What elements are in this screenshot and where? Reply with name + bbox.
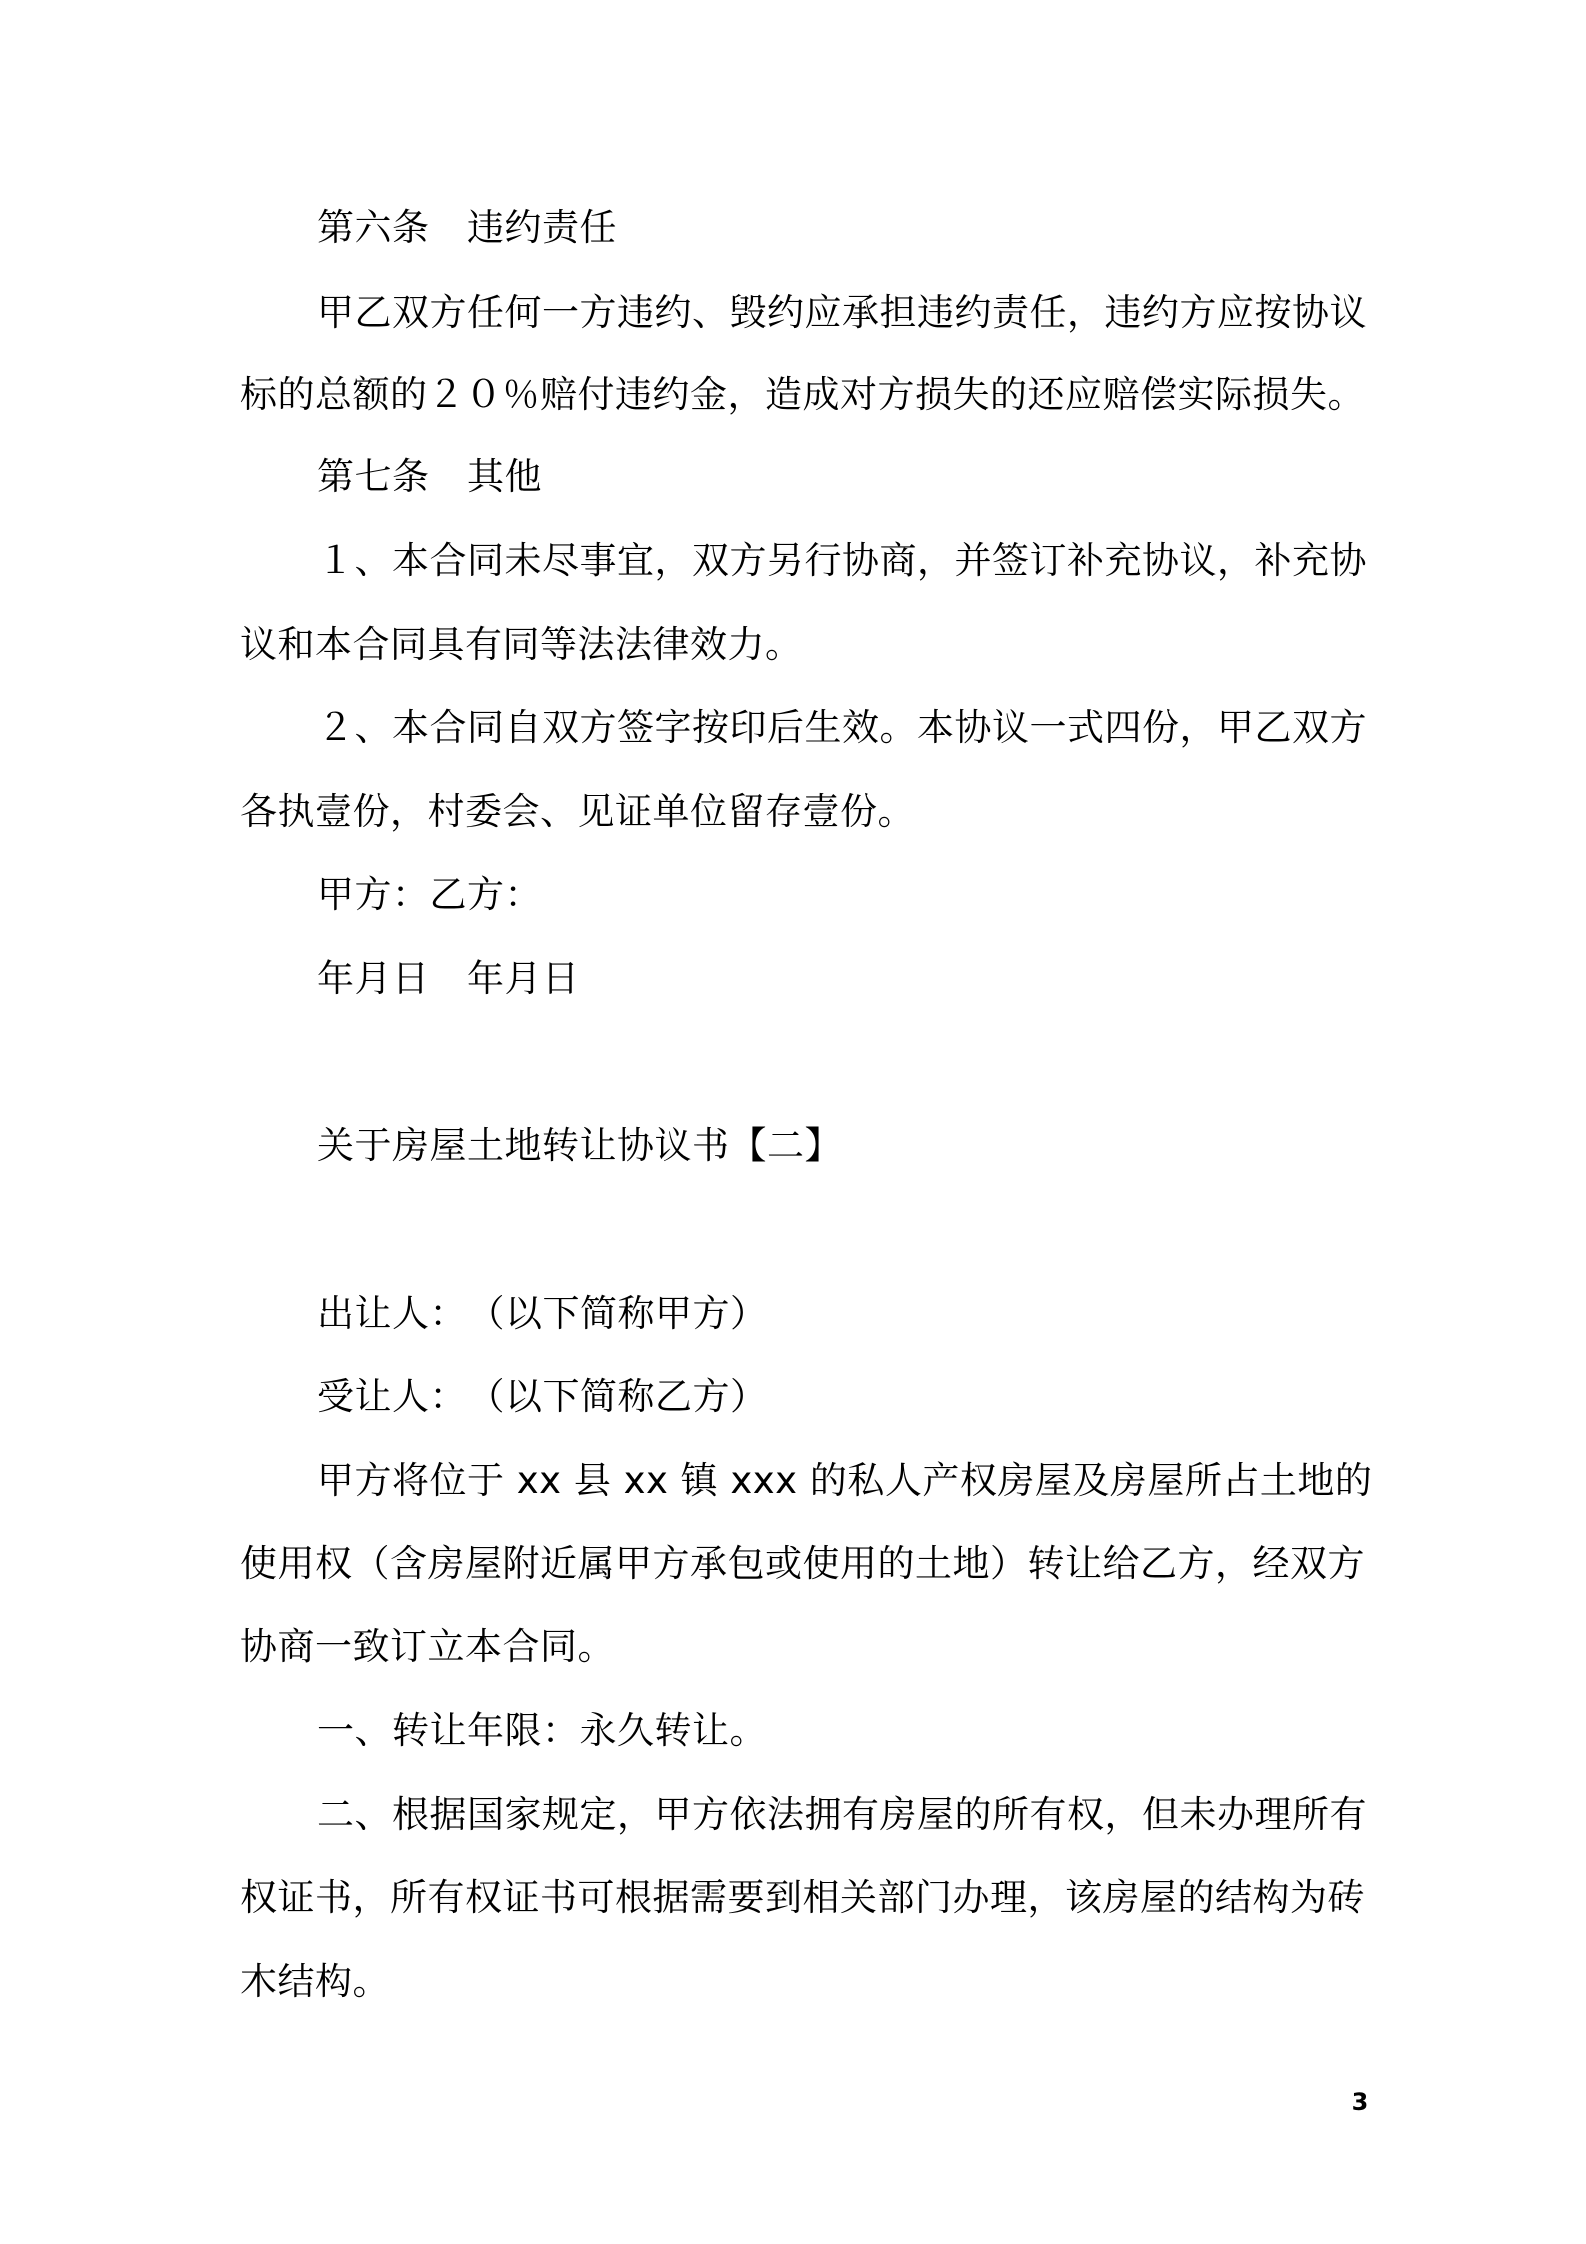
transferor-line: 出让人： （以下简称甲方）: [317, 1292, 768, 1335]
paragraph-line: 权证书，所有权证书可根据需要到相关部门办理，该房屋的结构为砖: [240, 1876, 1365, 1919]
signature-dates: 年月日 年月日: [317, 957, 580, 1000]
clause-one: 一、转让年限：永久转让。: [317, 1709, 767, 1752]
paragraph-line: 协商一致订立本合同。: [240, 1625, 615, 1668]
transferee-line: 受让人： （以下简称乙方）: [317, 1375, 768, 1418]
paragraph-line: 木结构。: [240, 1960, 390, 2003]
paragraph-line: 议和本合同具有同等法法律效力。: [240, 623, 803, 666]
paragraph-line: ２、本合同自双方签字按印后生效。本协议一式四份，甲乙双方: [317, 706, 1367, 749]
page-number: 3: [1351, 2088, 1369, 2116]
article-six-heading: 第六条 违约责任: [317, 206, 617, 249]
clause-two: 二、根据国家规定，甲方依法拥有房屋的所有权，但未办理所有: [317, 1793, 1367, 1836]
paragraph-line: １、本合同未尽事宜，双方另行协商，并签订补充协议，补充协: [317, 539, 1367, 582]
agreement-two-title: 关于房屋土地转让协议书【二】: [317, 1124, 842, 1167]
article-seven-heading: 第七条 其他: [317, 455, 542, 498]
paragraph-line: 甲乙双方任何一方违约、毁约应承担违约责任，违约方应按协议: [317, 291, 1367, 334]
paragraph-line: 使用权（含房屋附近属甲方承包或使用的土地）转让给乙方，经双方: [240, 1542, 1365, 1585]
paragraph-line: 标的总额的２０％赔付违约金，造成对方损失的还应赔偿实际损失。: [240, 373, 1365, 416]
paragraph-line: 甲方将位于 xx 县 xx 镇 xxx 的私人产权房屋及房屋所占土地的: [317, 1459, 1373, 1502]
signature-parties: 甲方：乙方：: [317, 873, 542, 916]
paragraph-line: 各执壹份，村委会、见证单位留存壹份。: [240, 790, 915, 833]
